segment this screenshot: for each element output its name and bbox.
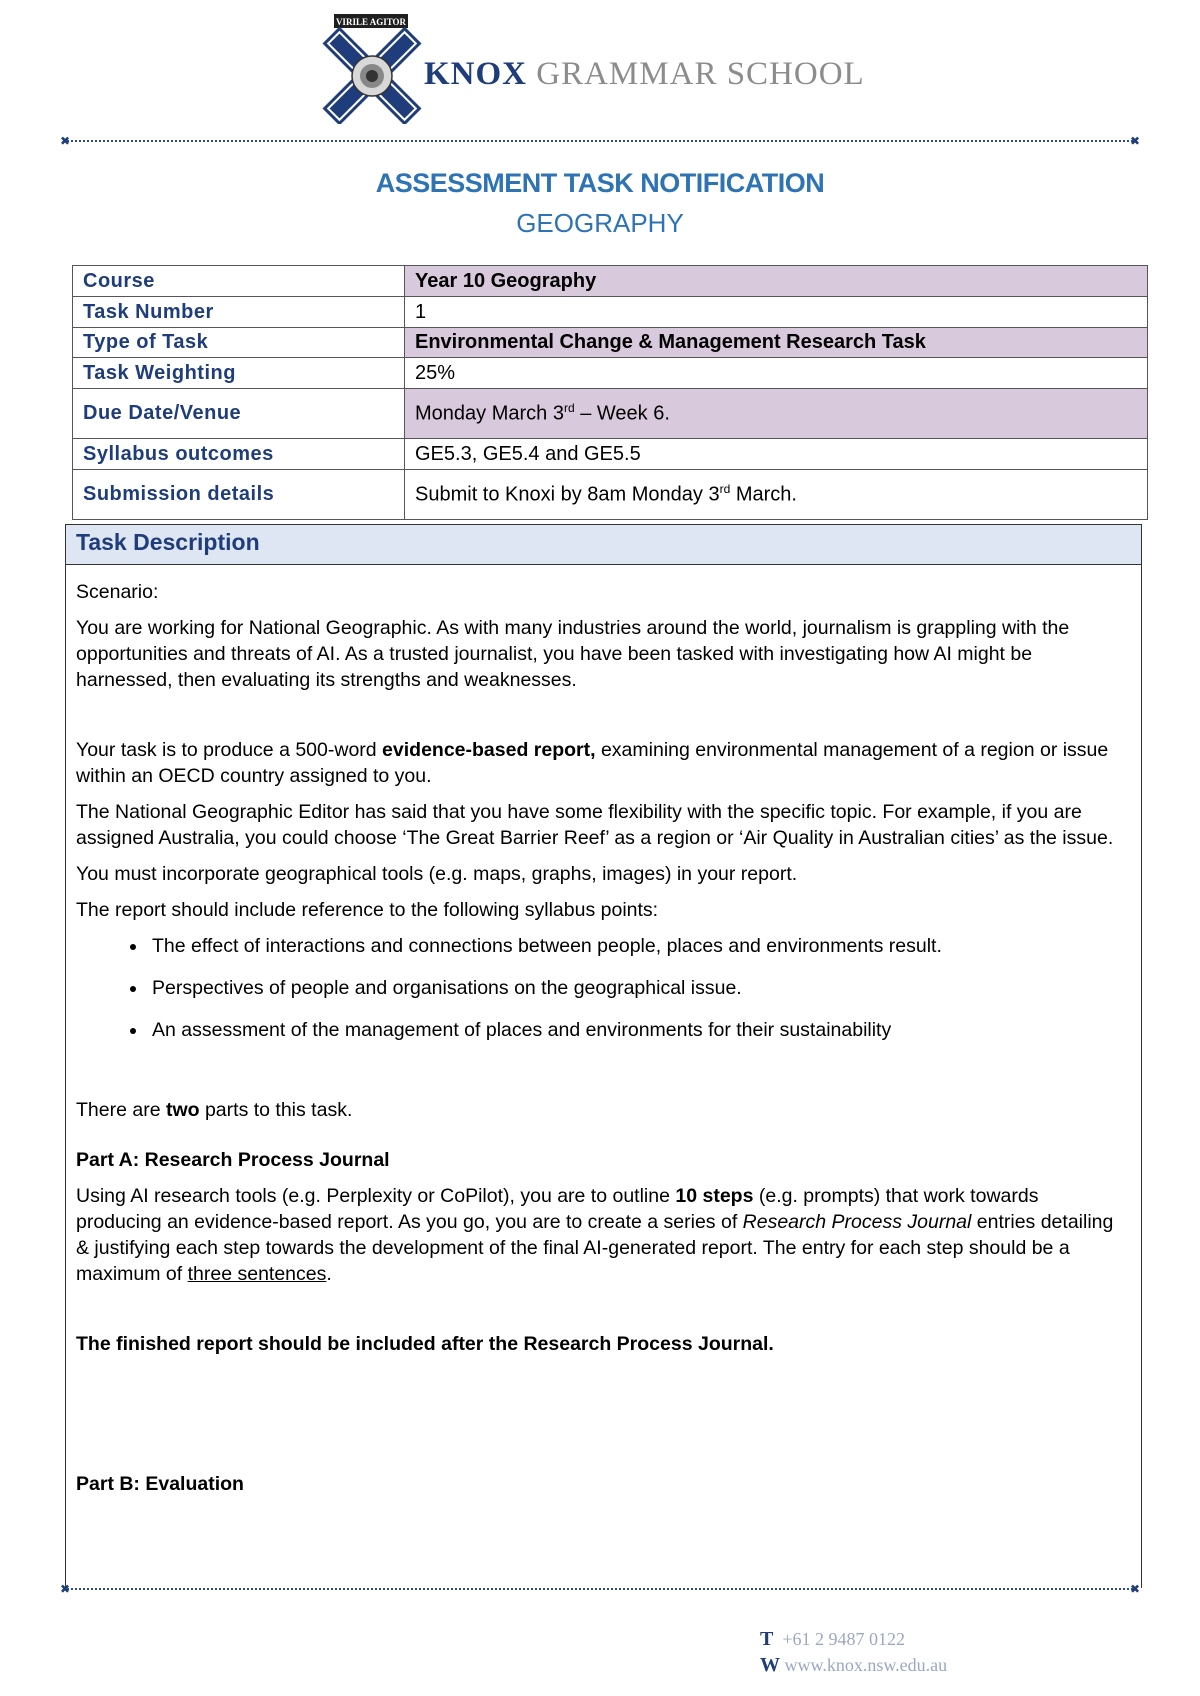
task-statement: Your task is to produce a 500-word evidence-based report, examining environmental management of a region or issue within an OECD country assigned to you.: [76, 739, 1109, 787]
scenario-label: Scenario:: [76, 581, 159, 603]
part-b-heading: Part B: Evaluation: [76, 1473, 244, 1495]
list-item: • Perspectives of people and organisations on the geographical issue.: [148, 975, 1126, 1001]
outcomes-row: [73, 439, 1148, 470]
task-description-box: [60, 524, 1142, 1596]
weighting-value: 25%: [405, 358, 1148, 389]
task-description-heading: Task Description: [66, 525, 1141, 565]
due-value: Monday March 3rd – Week 6.: [405, 389, 1148, 439]
task-number-value: 1: [405, 297, 1148, 328]
list-item: • The effect of interactions and connections between people, places and environments result.: [148, 933, 1126, 959]
flexibility-text: The National Geographic Editor has said that you have some flexibility with the specific topic. For example, if you are assigned Australia, you could choose ‘The Great Barrier Reef’ as a region or ‘Air Quality in Australian cities’ as the issue.: [76, 801, 1114, 849]
course-label: Course: [73, 266, 405, 297]
weighting-label: Task Weighting: [73, 358, 405, 389]
type-value: Environmental Change & Management Research Task: [405, 328, 1148, 358]
outcomes-label: Syllabus outcomes: [73, 439, 405, 470]
due-label: Due Date/Venue: [73, 389, 405, 439]
type-row: [73, 328, 1148, 358]
scenario-text: You are working for National Geographic. As with many industries around the world, journalism is grappling with the opportunities and threats of AI. As a trusted journalist, you have been tasked with investigating how AI might be harnessed, then evaluating its strengths and weaknesses.: [76, 617, 1070, 691]
task-number-row: [73, 297, 1148, 328]
footer-phone: T +61 2 9487 0122: [760, 1628, 905, 1650]
course-value: Year 10 Geography: [405, 266, 1148, 297]
page-subtitle: GEOGRAPHY: [516, 208, 684, 238]
header-divider: ✖ ✖: [60, 134, 1140, 148]
syllabus-intro: The report should include reference to the following syllabus points:: [76, 899, 659, 921]
parts-intro: There are two parts to this task.: [76, 1099, 353, 1121]
list-item: • An assessment of the management of places and environments for their sustainability: [148, 1017, 1126, 1043]
outcomes-value: GE5.3, GE5.4 and GE5.5: [405, 439, 1148, 470]
submission-label: Submission details: [73, 470, 405, 520]
submission-value: Submit to Knoxi by 8am Monday 3rd March.: [405, 470, 1148, 520]
submission-row: [73, 470, 1148, 520]
type-label: Type of Task: [73, 328, 405, 358]
course-row: [73, 266, 1148, 297]
syllabus-points-list: [76, 933, 1126, 1043]
tools-text: You must incorporate geographical tools (e.g. maps, graphs, images) in your report.: [76, 863, 798, 885]
page-title: ASSESSMENT TASK NOTIFICATION: [375, 168, 825, 198]
task-description-body: [76, 579, 1126, 1497]
footer-website[interactable]: W www.knox.nsw.edu.au: [760, 1654, 948, 1676]
part-a-heading: Part A: Research Process Journal: [76, 1149, 390, 1171]
part-a-text: Using AI research tools (e.g. Perplexity or CoPilot), you are to outline 10 steps (e.g. prompts) that work towards producing an evidence-based report. As you go, you are to create a series of Research Process Journal entries detailing & justifying each step towards the development of the final AI-generated report. The entry for each step should be a maximum of three sentences.: [76, 1185, 1114, 1285]
weighting-row: [73, 358, 1148, 389]
svg-text:VIRILE AGITOR: VIRILE AGITOR: [335, 17, 407, 27]
footer-divider: ✖ ✖: [60, 1582, 1140, 1596]
due-row: [73, 389, 1148, 439]
school-crest-logo: [322, 12, 422, 124]
task-info-table: [72, 265, 1148, 520]
school-name: KNOX GRAMMAR SCHOOL: [424, 56, 865, 92]
task-number-label: Task Number: [73, 297, 405, 328]
finished-report-note: The finished report should be included after the Research Process Journal.: [76, 1333, 774, 1355]
